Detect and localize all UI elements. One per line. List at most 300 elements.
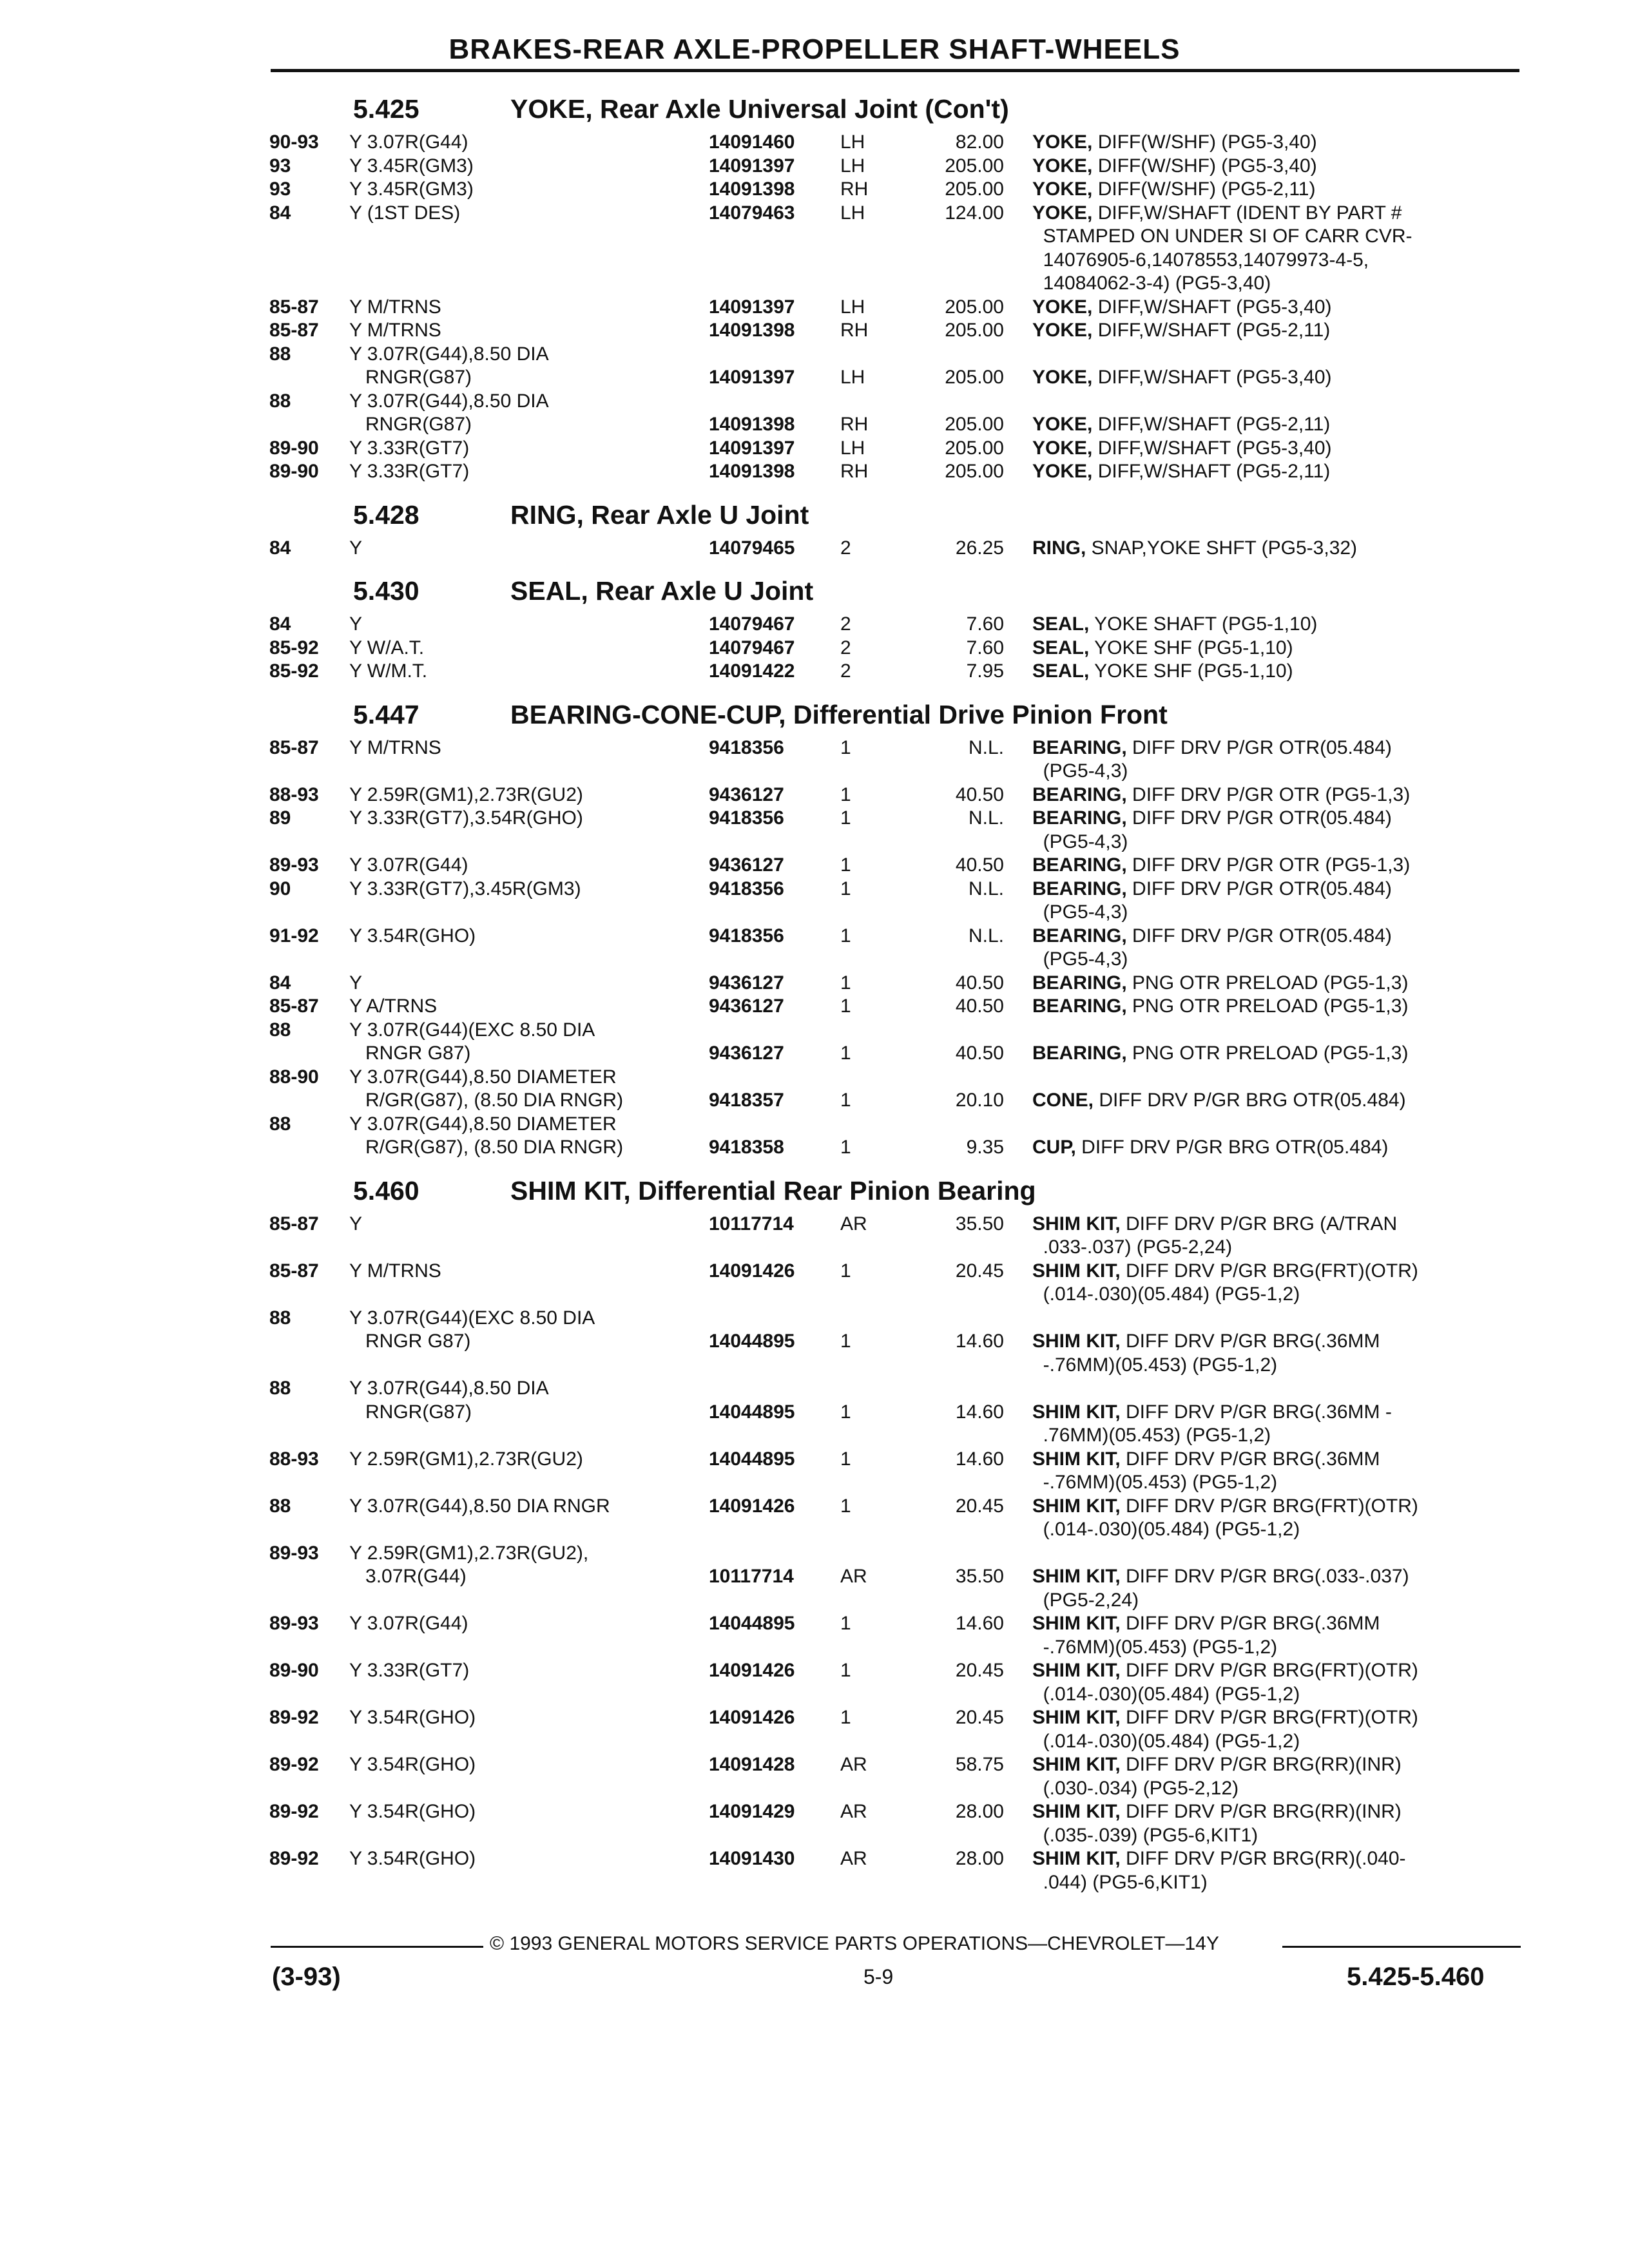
description-head: BEARING, — [1032, 972, 1127, 994]
part-number: 9436127 — [709, 783, 784, 805]
quantity: 1 — [840, 995, 851, 1017]
quantity: 2 — [840, 537, 851, 559]
price: 26.25 — [955, 537, 1004, 559]
part-number: 9436127 — [709, 972, 784, 994]
description-text: (.030-.034) (PG5-2,12) — [1032, 1777, 1239, 1799]
section-title: SHIM KIT, Differential Rear Pinion Bearing — [510, 1175, 1036, 1206]
application: Y 2.59R(GM1),2.73R(GU2) — [349, 1448, 583, 1470]
price: 205.00 — [945, 155, 1004, 177]
description-text: DIFF,W/SHAFT (PG5-2,11) — [1092, 461, 1331, 482]
quantity: 1 — [840, 1260, 851, 1282]
model-years: 84 — [269, 202, 291, 224]
application: Y 3.33R(GT7),3.45R(GM3) — [349, 878, 581, 899]
description — [1032, 461, 1330, 483]
application: Y 3.07R(G44) — [349, 131, 468, 153]
application: Y 3.07R(G44),8.50 DIA RNGR — [349, 1495, 610, 1517]
part-number: 9418356 — [709, 807, 784, 829]
description — [1032, 1090, 1406, 1111]
description — [1032, 226, 1412, 247]
description-text: DIFF DRV P/GR BRG(FRT)(OTR) — [1120, 1660, 1418, 1681]
application: RNGR(G87) — [349, 1401, 472, 1423]
price: N.L. — [968, 925, 1004, 947]
description — [1032, 1872, 1208, 1894]
description — [1032, 1566, 1409, 1588]
model-years: 85-92 — [269, 660, 319, 682]
part-row — [0, 1566, 1629, 1590]
price: N.L. — [968, 736, 1004, 758]
part-number: 14079465 — [709, 537, 795, 559]
description — [1032, 1331, 1380, 1352]
section-heading — [0, 696, 1629, 737]
model-years: 88-90 — [269, 1066, 319, 1088]
price: 14.60 — [955, 1448, 1004, 1470]
part-row — [0, 367, 1629, 390]
application: Y 3.45R(GM3) — [349, 155, 474, 177]
application: Y 3.07R(G44) — [349, 854, 468, 876]
section-title: YOKE, Rear Axle Universal Joint (Con't) — [510, 94, 1009, 124]
quantity: 2 — [840, 660, 851, 682]
description-text: STAMPED ON UNDER SI OF CARR CVR- — [1032, 226, 1412, 247]
application: Y W/A.T. — [349, 637, 425, 658]
part-number: 14091426 — [709, 1260, 795, 1282]
part-row — [0, 1137, 1629, 1160]
footer-copyright: © 1993 GENERAL MOTORS SERVICE PARTS OPERATIONS—CHEVROLET—14Y — [490, 1933, 1219, 1954]
price: 205.00 — [945, 320, 1004, 341]
part-row — [0, 320, 1629, 343]
description-text: DIFF DRV P/GR BRG(.36MM — [1120, 1331, 1380, 1352]
description-head: SEAL, — [1032, 660, 1090, 682]
quantity: RH — [840, 461, 869, 482]
description-text: 14076905-6,14078553,14079973-4-5, — [1032, 249, 1369, 271]
description-text: DIFF,W/SHAFT (PG5-3,40) — [1092, 437, 1332, 459]
application: Y 3.07R(G44),8.50 DIAMETER — [349, 1066, 617, 1088]
description-text: DIFF DRV P/GR OTR(05.484) — [1126, 736, 1392, 758]
price: 14.60 — [955, 1401, 1004, 1423]
price: 7.60 — [966, 637, 1004, 658]
description — [1032, 1236, 1232, 1258]
price: 40.50 — [955, 972, 1004, 994]
description — [1032, 1260, 1418, 1282]
section-gap — [0, 485, 1629, 496]
description — [1032, 878, 1392, 900]
application: Y 3.07R(G44) — [349, 1613, 468, 1634]
price: 40.50 — [955, 854, 1004, 876]
part-number: 9436127 — [709, 854, 784, 876]
description-text: DIFF,W/SHAFT (PG5-3,40) — [1092, 296, 1332, 318]
description — [1032, 1848, 1406, 1870]
description — [1032, 1213, 1397, 1235]
part-number: 14091426 — [709, 1707, 795, 1728]
quantity: 2 — [840, 637, 851, 658]
section-title: SEAL, Rear Axle U Joint — [510, 576, 814, 606]
model-years: 89-92 — [269, 1754, 319, 1775]
quantity: AR — [840, 1754, 867, 1775]
description — [1032, 1425, 1271, 1446]
quantity: 2 — [840, 613, 851, 635]
model-years: 90 — [269, 878, 291, 899]
section-title: BEARING-CONE-CUP, Differential Drive Pinion Front — [510, 699, 1168, 729]
part-row — [0, 1519, 1629, 1542]
description-text: DIFF DRV P/GR BRG(.36MM - — [1120, 1401, 1392, 1423]
quantity: 1 — [840, 1448, 851, 1470]
application: 3.07R(G44) — [349, 1566, 467, 1587]
description-head: CONE, — [1032, 1090, 1094, 1111]
description-head: YOKE, — [1032, 461, 1093, 482]
part-row — [0, 637, 1629, 661]
application: Y 2.59R(GM1),2.73R(GU2), — [349, 1542, 589, 1564]
application: Y 2.59R(GM1),2.73R(GU2) — [349, 783, 583, 805]
description-text: 14084062-3-4) (PG5-3,40) — [1032, 273, 1271, 294]
part-number: 14091397 — [709, 437, 795, 459]
section-heading — [0, 572, 1629, 613]
description — [1032, 1590, 1139, 1611]
model-years: 89-92 — [269, 1848, 319, 1869]
description-text: DIFF,W/SHAFT (PG5-2,11) — [1092, 414, 1331, 435]
quantity: RH — [840, 414, 869, 435]
part-row — [0, 1260, 1629, 1284]
description-text: .044) (PG5-6,KIT1) — [1032, 1871, 1208, 1893]
description-head: CUP, — [1032, 1137, 1076, 1158]
application: RNGR(G87) — [349, 414, 472, 435]
part-row — [0, 343, 1629, 367]
quantity: 1 — [840, 1613, 851, 1634]
model-years: 85-87 — [269, 995, 319, 1017]
application: Y 3.54R(GHO) — [349, 925, 476, 947]
description — [1032, 637, 1293, 659]
description — [1032, 972, 1408, 994]
part-number: 14091397 — [709, 367, 795, 388]
description-head: YOKE, — [1032, 202, 1093, 224]
part-number: 14091397 — [709, 296, 795, 318]
header-rule — [271, 69, 1519, 72]
part-row — [0, 1425, 1629, 1448]
description-text: DIFF DRV P/GR BRG(.36MM — [1120, 1613, 1380, 1634]
application: Y 3.45R(GM3) — [349, 178, 474, 200]
part-row — [0, 461, 1629, 485]
part-number: 9418356 — [709, 925, 784, 947]
quantity: AR — [840, 1566, 867, 1587]
description — [1032, 760, 1128, 782]
quantity: 1 — [840, 925, 851, 947]
price: 9.35 — [966, 1137, 1004, 1158]
model-years: 88 — [269, 1113, 291, 1135]
application: Y 3.33R(GT7) — [349, 1660, 470, 1681]
description — [1032, 1472, 1277, 1494]
description-text: DIFF DRV P/GR BRG (A/TRAN — [1120, 1213, 1398, 1235]
section-gap — [0, 1160, 1629, 1172]
section-heading — [0, 90, 1629, 131]
quantity: 1 — [840, 783, 851, 805]
model-years: 88-93 — [269, 1448, 319, 1470]
description-text: DIFF DRV P/GR BRG(.033-.037) — [1120, 1566, 1409, 1587]
description-text: (.014-.030)(05.484) (PG5-1,2) — [1032, 1519, 1300, 1540]
part-row — [0, 878, 1629, 902]
application: R/GR(G87), (8.50 DIA RNGR) — [349, 1090, 624, 1111]
price: 58.75 — [955, 1754, 1004, 1775]
description-text: DIFF DRV P/GR BRG(RR)(INR) — [1120, 1754, 1402, 1775]
part-row — [0, 1707, 1629, 1731]
description — [1032, 613, 1317, 635]
application: RNGR G87) — [349, 1331, 471, 1352]
part-row — [0, 131, 1629, 155]
section-heading — [0, 496, 1629, 537]
part-row — [0, 1043, 1629, 1066]
section-number: 5.430 — [353, 576, 419, 606]
price: 40.50 — [955, 1043, 1004, 1064]
part-number: 14091428 — [709, 1754, 795, 1775]
description-text: (PG5-4,3) — [1032, 948, 1128, 970]
application: Y 3.07R(G44),8.50 DIA — [349, 390, 549, 412]
price: 35.50 — [955, 1566, 1004, 1587]
part-number: 14044895 — [709, 1448, 795, 1470]
quantity: 1 — [840, 854, 851, 876]
model-years: 85-92 — [269, 637, 319, 658]
model-years: 85-87 — [269, 320, 319, 341]
description-text: DIFF DRV P/GR BRG(.36MM — [1120, 1448, 1380, 1470]
price: 20.10 — [955, 1090, 1004, 1111]
price: 28.00 — [955, 1848, 1004, 1869]
description-text: DIFF DRV P/GR BRG(FRT)(OTR) — [1120, 1495, 1418, 1517]
description — [1032, 1495, 1418, 1517]
quantity: LH — [840, 131, 865, 153]
description — [1032, 1801, 1402, 1823]
description-head: BEARING, — [1032, 854, 1127, 876]
model-years: 89-90 — [269, 461, 319, 482]
description-head: BEARING, — [1032, 783, 1127, 805]
description-head: SHIM KIT, — [1032, 1801, 1121, 1822]
application: Y M/TRNS — [349, 296, 441, 318]
model-years: 84 — [269, 972, 291, 994]
part-number: 9418356 — [709, 878, 784, 899]
section-gap — [0, 684, 1629, 696]
quantity: 1 — [840, 878, 851, 899]
part-row — [0, 1401, 1629, 1425]
section-number: 5.447 — [353, 699, 419, 729]
price: 7.95 — [966, 660, 1004, 682]
description-head: BEARING, — [1032, 1043, 1127, 1064]
part-row — [0, 1754, 1629, 1778]
part-number: 14091429 — [709, 1801, 795, 1822]
description-text: DIFF,W/SHAFT (PG5-3,40) — [1092, 367, 1332, 388]
part-number: 10117714 — [709, 1213, 794, 1235]
part-row — [0, 1731, 1629, 1754]
description-head: SHIM KIT, — [1032, 1613, 1121, 1634]
part-row — [0, 1778, 1629, 1802]
part-row — [0, 1307, 1629, 1331]
part-row — [0, 784, 1629, 808]
description — [1032, 948, 1128, 970]
description-text: DIFF DRV P/GR OTR (PG5-1,3) — [1126, 854, 1411, 876]
quantity: LH — [840, 155, 865, 177]
price: 40.50 — [955, 783, 1004, 805]
description — [1032, 537, 1357, 559]
description-text: PNG OTR PRELOAD (PG5-1,3) — [1126, 1043, 1409, 1064]
part-number: 10117714 — [709, 1566, 794, 1587]
description — [1032, 131, 1317, 153]
price: 20.45 — [955, 1260, 1004, 1282]
application: Y 3.07R(G44),8.50 DIA — [349, 1378, 549, 1399]
part-row — [0, 1283, 1629, 1307]
description-head: BEARING, — [1032, 736, 1127, 758]
model-years: 89-93 — [269, 1613, 319, 1634]
price: 28.00 — [955, 1801, 1004, 1822]
application: Y 3.33R(GT7) — [349, 461, 470, 482]
description-text: (PG5-4,3) — [1032, 831, 1128, 852]
model-years: 89 — [269, 807, 291, 829]
part-row — [0, 972, 1629, 996]
description — [1032, 155, 1317, 177]
description — [1032, 831, 1128, 853]
description-text: .033-.037) (PG5-2,24) — [1032, 1236, 1233, 1258]
description-text: DIFF DRV P/GR OTR(05.484) — [1126, 925, 1392, 947]
quantity: AR — [840, 1801, 867, 1822]
model-years: 88 — [269, 390, 291, 412]
model-years: 90-93 — [269, 131, 319, 153]
description — [1032, 1637, 1277, 1658]
description — [1032, 737, 1392, 759]
price: 124.00 — [945, 202, 1004, 224]
description-text: -.76MM)(05.453) (PG5-1,2) — [1032, 1636, 1278, 1658]
part-number: 14091397 — [709, 155, 795, 177]
part-row — [0, 613, 1629, 637]
part-row — [0, 1236, 1629, 1260]
quantity: AR — [840, 1213, 867, 1235]
description — [1032, 784, 1410, 806]
description-head: SHIM KIT, — [1032, 1754, 1121, 1775]
description-head: SHIM KIT, — [1032, 1707, 1121, 1728]
part-row — [0, 296, 1629, 320]
part-number: 14044895 — [709, 1331, 795, 1352]
model-years: 93 — [269, 155, 291, 177]
part-number: 14079467 — [709, 613, 795, 635]
quantity: LH — [840, 202, 865, 224]
description-head: SHIM KIT, — [1032, 1260, 1121, 1282]
quantity: RH — [840, 178, 869, 200]
part-row — [0, 1825, 1629, 1849]
description-head: YOKE, — [1032, 296, 1093, 318]
description-text: -.76MM)(05.453) (PG5-1,2) — [1032, 1354, 1278, 1376]
part-number: 14079467 — [709, 637, 795, 658]
application: Y W/M.T. — [349, 660, 428, 682]
model-years: 89-92 — [269, 1707, 319, 1728]
description-head: YOKE, — [1032, 320, 1093, 341]
description — [1032, 1825, 1258, 1847]
description-head: YOKE, — [1032, 367, 1093, 388]
quantity: 1 — [840, 1043, 851, 1064]
description-text: DIFF,W/SHAFT (PG5-2,11) — [1092, 320, 1331, 341]
description — [1032, 249, 1369, 271]
part-row — [0, 1090, 1629, 1113]
description-text: (PG5-2,24) — [1032, 1589, 1139, 1611]
part-row — [0, 1019, 1629, 1043]
part-row — [0, 925, 1629, 949]
quantity: 1 — [840, 1707, 851, 1728]
model-years: 88 — [269, 343, 291, 365]
description-head: SHIM KIT, — [1032, 1331, 1121, 1352]
part-number: 14091398 — [709, 320, 795, 341]
description — [1032, 807, 1392, 829]
model-years: 88 — [269, 1378, 291, 1399]
description-head: BEARING, — [1032, 995, 1127, 1017]
description-head: BEARING, — [1032, 878, 1127, 899]
description — [1032, 1401, 1392, 1423]
description-head: SHIM KIT, — [1032, 1660, 1121, 1681]
section-number: 5.460 — [353, 1175, 419, 1206]
description-text: .76MM)(05.453) (PG5-1,2) — [1032, 1425, 1271, 1446]
application: RNGR(G87) — [349, 367, 472, 388]
section-gap — [0, 561, 1629, 572]
application: Y — [349, 613, 363, 635]
quantity: AR — [840, 1848, 867, 1869]
description-text: DIFF DRV P/GR OTR(05.484) — [1126, 807, 1392, 829]
part-number: 9418357 — [709, 1090, 784, 1111]
description-text: DIFF(W/SHF) (PG5-2,11) — [1092, 178, 1316, 200]
description — [1032, 1137, 1388, 1158]
description — [1032, 296, 1332, 318]
description — [1032, 1731, 1300, 1753]
model-years: 89-90 — [269, 1660, 319, 1681]
quantity: 1 — [840, 1331, 851, 1352]
application: Y — [349, 537, 363, 559]
description — [1032, 273, 1271, 294]
quantity: 1 — [840, 736, 851, 758]
description-text: DIFF DRV P/GR OTR (PG5-1,3) — [1126, 783, 1411, 805]
price: 14.60 — [955, 1613, 1004, 1634]
application: Y A/TRNS — [349, 995, 438, 1017]
part-row — [0, 1613, 1629, 1637]
section-title: RING, Rear Axle U Joint — [510, 499, 809, 530]
description-head: YOKE, — [1032, 131, 1093, 153]
description-text: DIFF DRV P/GR BRG(FRT)(OTR) — [1120, 1707, 1418, 1728]
application: Y 3.07R(G44)(EXC 8.50 DIA — [349, 1307, 595, 1329]
description-text: DIFF DRV P/GR BRG OTR(05.484) — [1094, 1090, 1406, 1111]
part-row — [0, 1066, 1629, 1090]
description-text: DIFF DRV P/GR BRG(RR)(.040- — [1120, 1848, 1406, 1869]
parts-listing — [0, 90, 1629, 1895]
part-row — [0, 807, 1629, 831]
part-number: 14091398 — [709, 461, 795, 482]
part-number: 14091426 — [709, 1495, 795, 1517]
description-head: SEAL, — [1032, 637, 1090, 658]
part-row — [0, 1848, 1629, 1872]
part-number: 9436127 — [709, 1043, 784, 1064]
description-text: DIFF DRV P/GR OTR(05.484) — [1126, 878, 1392, 899]
part-row — [0, 995, 1629, 1019]
description-text: DIFF DRV P/GR BRG(RR)(INR) — [1120, 1801, 1402, 1822]
part-row — [0, 414, 1629, 437]
part-row — [0, 1354, 1629, 1378]
quantity: 1 — [840, 1137, 851, 1158]
model-years: 89-93 — [269, 1542, 319, 1564]
part-row — [0, 901, 1629, 925]
part-row — [0, 202, 1629, 226]
application: RNGR G87) — [349, 1043, 471, 1064]
model-years: 85-87 — [269, 296, 319, 318]
description-head: SHIM KIT, — [1032, 1213, 1121, 1235]
part-row — [0, 437, 1629, 461]
price: 35.50 — [955, 1213, 1004, 1235]
description-text: SNAP,YOKE SHFT (PG5-3,32) — [1086, 537, 1358, 559]
footer-section-range: 5.425-5.460 — [1347, 1963, 1485, 1991]
quantity: LH — [840, 437, 865, 459]
part-number: 14091422 — [709, 660, 795, 682]
model-years: 84 — [269, 613, 291, 635]
application: Y 3.54R(GHO) — [349, 1707, 476, 1728]
quantity: LH — [840, 367, 865, 388]
description — [1032, 1519, 1300, 1541]
quantity: 1 — [840, 972, 851, 994]
part-row — [0, 1637, 1629, 1660]
